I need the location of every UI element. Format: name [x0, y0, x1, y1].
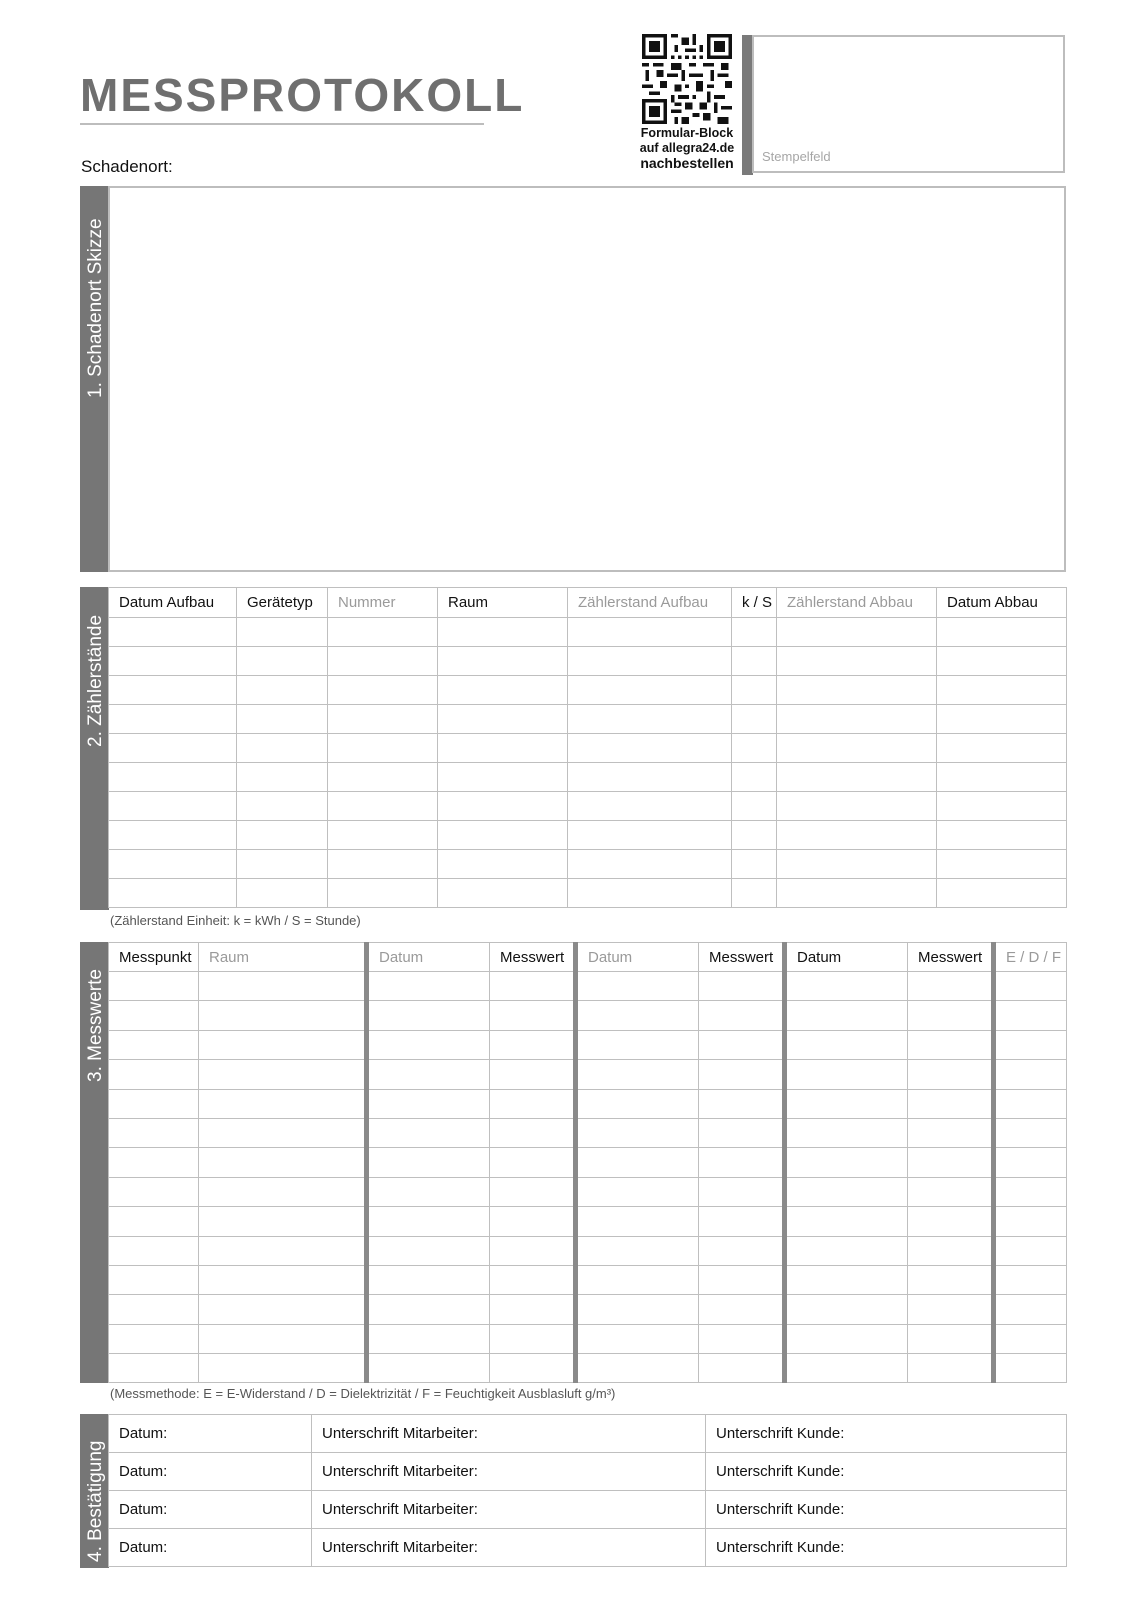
confirmation-table: [108, 1414, 1067, 1567]
table-cell[interactable]: [576, 1295, 699, 1324]
table-cell[interactable]: [328, 763, 438, 792]
confirmation-row: [109, 1415, 1067, 1453]
table-cell[interactable]: [237, 647, 328, 676]
table-cell[interactable]: [937, 821, 1067, 850]
table-cell[interactable]: [328, 734, 438, 763]
table-cell[interactable]: [699, 972, 785, 1001]
col-raum: Raum: [199, 943, 367, 972]
table-row: [109, 1265, 1067, 1294]
table-cell[interactable]: [732, 647, 777, 676]
table-row: [109, 850, 1067, 879]
table-cell[interactable]: [367, 972, 490, 1001]
table-cell[interactable]: [576, 1060, 699, 1089]
section-3-bar: [80, 942, 109, 1383]
date-field[interactable]: Datum:: [109, 1453, 312, 1491]
table-cell[interactable]: [109, 1207, 199, 1236]
table-cell[interactable]: [908, 1030, 994, 1059]
table-cell[interactable]: [785, 1118, 908, 1147]
table-cell[interactable]: [777, 705, 937, 734]
table-cell[interactable]: [109, 734, 237, 763]
table-cell[interactable]: [994, 1236, 1067, 1265]
table-cell[interactable]: [109, 792, 237, 821]
table-cell[interactable]: [908, 1265, 994, 1294]
table-cell[interactable]: [994, 1265, 1067, 1294]
table-cell[interactable]: [699, 1001, 785, 1030]
col-zaehlerstand-abbau: Zählerstand Abbau: [777, 588, 937, 618]
table-cell[interactable]: [490, 1148, 576, 1177]
col-methode: E / D / F: [994, 943, 1067, 972]
table-cell[interactable]: [367, 1324, 490, 1353]
table-cell[interactable]: [367, 1060, 490, 1089]
employee-signature-field[interactable]: Unterschrift Mitarbeiter:: [312, 1453, 706, 1491]
table-row: [109, 1324, 1067, 1353]
table-cell[interactable]: [937, 879, 1067, 908]
table-cell[interactable]: [994, 1324, 1067, 1353]
table-cell[interactable]: [937, 792, 1067, 821]
table-cell[interactable]: [438, 763, 568, 792]
date-field[interactable]: Datum:: [109, 1529, 312, 1567]
table-row: [109, 1060, 1067, 1089]
table-cell[interactable]: [438, 647, 568, 676]
table-row: [109, 792, 1067, 821]
col-nummer: Nummer: [328, 588, 438, 618]
table-cell[interactable]: [732, 792, 777, 821]
table-cell[interactable]: [490, 1354, 576, 1383]
table-cell[interactable]: [490, 1236, 576, 1265]
table-cell[interactable]: [109, 676, 237, 705]
table-cell[interactable]: [237, 618, 328, 647]
table-row: [109, 1001, 1067, 1030]
table-cell[interactable]: [568, 705, 732, 734]
table-cell[interactable]: [777, 850, 937, 879]
table-cell[interactable]: [576, 1118, 699, 1147]
table-row: [109, 1295, 1067, 1324]
table-cell[interactable]: [237, 821, 328, 850]
table-cell[interactable]: [199, 1148, 367, 1177]
table-cell[interactable]: [908, 1089, 994, 1118]
table-cell[interactable]: [568, 792, 732, 821]
table-cell[interactable]: [328, 618, 438, 647]
table-cell[interactable]: [199, 1118, 367, 1147]
table-cell[interactable]: [576, 1207, 699, 1236]
table-cell[interactable]: [785, 1324, 908, 1353]
table-cell[interactable]: [199, 1030, 367, 1059]
table-row: [109, 1236, 1067, 1265]
table-cell[interactable]: [199, 1236, 367, 1265]
date-field[interactable]: Datum:: [109, 1491, 312, 1529]
table-cell[interactable]: [199, 1295, 367, 1324]
section-2-bar: [80, 587, 109, 910]
table-cell[interactable]: [576, 1324, 699, 1353]
table-cell[interactable]: [568, 763, 732, 792]
table-row: [109, 676, 1067, 705]
table-cell[interactable]: [785, 972, 908, 1001]
table-row: [109, 1207, 1067, 1236]
col-geraetetyp: Gerätetyp: [237, 588, 328, 618]
table-cell[interactable]: [490, 1118, 576, 1147]
table-cell[interactable]: [576, 1354, 699, 1383]
col-messwert-2: Messwert: [699, 943, 785, 972]
table-cell[interactable]: [699, 1148, 785, 1177]
meter-table: [108, 587, 1067, 908]
table-cell[interactable]: [937, 763, 1067, 792]
stamp-label: Stempelfeld: [762, 149, 831, 164]
table-row: [109, 647, 1067, 676]
customer-signature-field[interactable]: Unterschrift Kunde:: [706, 1491, 1067, 1529]
table-cell[interactable]: [937, 705, 1067, 734]
qr-caption-line: Formular-Block: [640, 126, 734, 140]
measurement-header-row: [109, 943, 1067, 972]
table-cell[interactable]: [568, 676, 732, 705]
table-cell[interactable]: [994, 1001, 1067, 1030]
table-cell[interactable]: [785, 1177, 908, 1206]
table-cell[interactable]: [367, 1207, 490, 1236]
customer-signature-field[interactable]: Unterschrift Kunde:: [706, 1529, 1067, 1567]
table-cell[interactable]: [908, 1118, 994, 1147]
col-k-s: k / S: [732, 588, 777, 618]
table-cell[interactable]: [785, 1295, 908, 1324]
table-row: [109, 972, 1067, 1001]
table-cell[interactable]: [994, 1177, 1067, 1206]
table-cell[interactable]: [109, 1089, 199, 1118]
table-cell[interactable]: [576, 1001, 699, 1030]
table-cell[interactable]: [699, 1236, 785, 1265]
table-cell[interactable]: [237, 705, 328, 734]
table-cell[interactable]: [328, 647, 438, 676]
employee-signature-field[interactable]: Unterschrift Mitarbeiter:: [312, 1491, 706, 1529]
table-cell[interactable]: [568, 618, 732, 647]
table-cell[interactable]: [785, 1265, 908, 1294]
table-cell[interactable]: [908, 1207, 994, 1236]
table-cell[interactable]: [994, 1354, 1067, 1383]
table-cell[interactable]: [438, 792, 568, 821]
page-title: MESSPROTOKOLL: [80, 69, 525, 121]
table-row: [109, 1118, 1067, 1147]
col-datum-abbau: Datum Abbau: [937, 588, 1067, 618]
col-datum-3: Datum: [785, 943, 908, 972]
table-cell[interactable]: [576, 1265, 699, 1294]
table-cell[interactable]: [732, 734, 777, 763]
table-cell[interactable]: [367, 1030, 490, 1059]
table-cell[interactable]: [699, 1118, 785, 1147]
table-cell[interactable]: [699, 1089, 785, 1118]
table-cell[interactable]: [237, 763, 328, 792]
table-cell[interactable]: [699, 1324, 785, 1353]
table-cell[interactable]: [199, 1001, 367, 1030]
title-underline: [80, 123, 484, 125]
table-row: [109, 1177, 1067, 1206]
table-cell[interactable]: [328, 850, 438, 879]
table-cell[interactable]: [699, 1295, 785, 1324]
table-row: [109, 821, 1067, 850]
table-cell[interactable]: [490, 1295, 576, 1324]
table-cell[interactable]: [568, 734, 732, 763]
table-cell[interactable]: [367, 1001, 490, 1030]
table-cell[interactable]: [777, 821, 937, 850]
table-cell[interactable]: [576, 1030, 699, 1059]
table-cell[interactable]: [438, 734, 568, 763]
table-cell[interactable]: [109, 1324, 199, 1353]
table-cell[interactable]: [785, 1030, 908, 1059]
table-cell[interactable]: [199, 1265, 367, 1294]
table-cell[interactable]: [328, 705, 438, 734]
table-cell[interactable]: [109, 1030, 199, 1059]
table-cell[interactable]: [328, 821, 438, 850]
table-cell[interactable]: [199, 1060, 367, 1089]
table-cell[interactable]: [732, 879, 777, 908]
table-cell[interactable]: [908, 1060, 994, 1089]
table-cell[interactable]: [777, 618, 937, 647]
table-cell[interactable]: [994, 1060, 1067, 1089]
section-1-label: 1. Schadenort Skizze: [85, 218, 106, 398]
table-cell[interactable]: [109, 850, 237, 879]
table-cell[interactable]: [732, 763, 777, 792]
table-cell[interactable]: [568, 879, 732, 908]
table-cell[interactable]: [908, 1001, 994, 1030]
date-field[interactable]: Datum:: [109, 1415, 312, 1453]
table-cell[interactable]: [109, 879, 237, 908]
table-cell[interactable]: [785, 1060, 908, 1089]
col-datum-1: Datum: [367, 943, 490, 972]
table-cell[interactable]: [732, 676, 777, 705]
table-row: [109, 705, 1067, 734]
table-cell[interactable]: [109, 618, 237, 647]
table-cell[interactable]: [785, 1354, 908, 1383]
table-cell[interactable]: [438, 879, 568, 908]
table-cell[interactable]: [367, 1177, 490, 1206]
section-2-label: 2. Zählerstände: [85, 614, 106, 747]
table-cell[interactable]: [994, 1030, 1067, 1059]
qr-code-icon: [642, 34, 732, 124]
table-cell[interactable]: [109, 1060, 199, 1089]
table-cell[interactable]: [576, 1089, 699, 1118]
col-messwert-3: Messwert: [908, 943, 994, 972]
measurement-note: (Messmethode: E = E-Widerstand / D = Dielektrizität / F = Feuchtigkeit Ausblasluft g/m³): [110, 1386, 616, 1401]
table-cell[interactable]: [237, 879, 328, 908]
table-cell[interactable]: [994, 1295, 1067, 1324]
table-cell[interactable]: [576, 972, 699, 1001]
table-cell[interactable]: [367, 1118, 490, 1147]
table-cell[interactable]: [908, 1236, 994, 1265]
table-cell[interactable]: [908, 1354, 994, 1383]
table-cell[interactable]: [237, 792, 328, 821]
table-cell[interactable]: [732, 618, 777, 647]
table-cell[interactable]: [937, 850, 1067, 879]
table-cell[interactable]: [328, 676, 438, 705]
table-cell[interactable]: [109, 972, 199, 1001]
table-cell[interactable]: [937, 676, 1067, 705]
col-datum-2: Datum: [576, 943, 699, 972]
table-cell[interactable]: [109, 1295, 199, 1324]
table-cell[interactable]: [937, 647, 1067, 676]
table-cell[interactable]: [109, 821, 237, 850]
meter-header-row: [109, 588, 1067, 618]
table-cell[interactable]: [777, 734, 937, 763]
section-4-bar: [80, 1414, 109, 1568]
table-cell[interactable]: [568, 647, 732, 676]
table-row: [109, 1148, 1067, 1177]
table-cell[interactable]: [699, 1265, 785, 1294]
table-cell[interactable]: [109, 647, 237, 676]
table-row: [109, 1354, 1067, 1383]
section-1-bar: [80, 186, 109, 572]
table-cell[interactable]: [568, 850, 732, 879]
table-row: [109, 734, 1067, 763]
table-row: [109, 879, 1067, 908]
table-cell[interactable]: [994, 1207, 1067, 1236]
table-cell[interactable]: [699, 1030, 785, 1059]
table-cell[interactable]: [777, 792, 937, 821]
col-datum-aufbau: Datum Aufbau: [109, 588, 237, 618]
table-cell[interactable]: [367, 1089, 490, 1118]
table-row: [109, 763, 1067, 792]
table-cell[interactable]: [109, 1236, 199, 1265]
table-cell[interactable]: [109, 1118, 199, 1147]
table-cell[interactable]: [199, 1324, 367, 1353]
table-cell[interactable]: [576, 1177, 699, 1206]
measurement-table: [108, 942, 1067, 1383]
table-cell[interactable]: [438, 705, 568, 734]
col-messpunkt: Messpunkt: [109, 943, 199, 972]
table-cell[interactable]: [199, 972, 367, 1001]
table-cell[interactable]: [367, 1148, 490, 1177]
table-cell[interactable]: [490, 1001, 576, 1030]
table-cell[interactable]: [994, 1148, 1067, 1177]
table-cell[interactable]: [109, 705, 237, 734]
col-zaehlerstand-aufbau: Zählerstand Aufbau: [568, 588, 732, 618]
confirmation-row: [109, 1453, 1067, 1491]
qr-caption-line: auf allegra24.de: [639, 141, 735, 155]
table-cell[interactable]: [994, 1089, 1067, 1118]
table-cell[interactable]: [490, 972, 576, 1001]
table-cell[interactable]: [576, 1148, 699, 1177]
table-row: [109, 1089, 1067, 1118]
table-cell[interactable]: [199, 1177, 367, 1206]
table-cell[interactable]: [438, 821, 568, 850]
table-cell[interactable]: [237, 850, 328, 879]
qr-caption: [632, 126, 742, 171]
table-cell[interactable]: [490, 1089, 576, 1118]
table-cell[interactable]: [109, 1265, 199, 1294]
col-messwert-1: Messwert: [490, 943, 576, 972]
table-cell[interactable]: [109, 1001, 199, 1030]
confirmation-row: [109, 1491, 1067, 1529]
table-cell[interactable]: [109, 1177, 199, 1206]
confirmation-row: [109, 1529, 1067, 1567]
table-cell[interactable]: [568, 821, 732, 850]
table-cell[interactable]: [109, 1148, 199, 1177]
table-cell[interactable]: [328, 879, 438, 908]
table-cell[interactable]: [490, 1324, 576, 1353]
table-cell[interactable]: [490, 1207, 576, 1236]
table-cell[interactable]: [199, 1207, 367, 1236]
table-cell[interactable]: [777, 879, 937, 908]
table-row: [109, 618, 1067, 647]
customer-signature-field[interactable]: Unterschrift Kunde:: [706, 1415, 1067, 1453]
meter-note: (Zählerstand Einheit: k = kWh / S = Stunde): [110, 913, 361, 928]
table-cell[interactable]: [908, 972, 994, 1001]
table-cell[interactable]: [908, 1295, 994, 1324]
col-raum: Raum: [438, 588, 568, 618]
table-cell[interactable]: [438, 676, 568, 705]
table-cell[interactable]: [732, 821, 777, 850]
table-cell[interactable]: [908, 1177, 994, 1206]
table-cell[interactable]: [908, 1324, 994, 1353]
table-cell[interactable]: [777, 676, 937, 705]
table-cell[interactable]: [699, 1354, 785, 1383]
qr-caption-line: nachbestellen: [640, 155, 734, 171]
table-cell[interactable]: [367, 1295, 490, 1324]
table-cell[interactable]: [732, 850, 777, 879]
table-cell[interactable]: [777, 647, 937, 676]
schadenort-label: Schadenort:: [81, 157, 173, 176]
table-cell[interactable]: [576, 1236, 699, 1265]
employee-signature-field[interactable]: Unterschrift Mitarbeiter:: [312, 1529, 706, 1567]
table-cell[interactable]: [490, 1030, 576, 1059]
table-cell[interactable]: [699, 1177, 785, 1206]
table-cell[interactable]: [367, 1354, 490, 1383]
table-row: [109, 1030, 1067, 1059]
employee-signature-field[interactable]: Unterschrift Mitarbeiter:: [312, 1415, 706, 1453]
table-cell[interactable]: [785, 1236, 908, 1265]
table-cell[interactable]: [237, 676, 328, 705]
table-cell[interactable]: [994, 972, 1067, 1001]
table-cell[interactable]: [937, 734, 1067, 763]
table-cell[interactable]: [994, 1118, 1067, 1147]
table-cell[interactable]: [785, 1148, 908, 1177]
table-cell[interactable]: [490, 1060, 576, 1089]
table-cell[interactable]: [438, 618, 568, 647]
table-cell[interactable]: [328, 792, 438, 821]
sketch-area[interactable]: [108, 186, 1066, 572]
table-cell[interactable]: [490, 1265, 576, 1294]
table-cell[interactable]: [908, 1148, 994, 1177]
table-cell[interactable]: [937, 618, 1067, 647]
table-cell[interactable]: [367, 1236, 490, 1265]
section-3-label: 3. Messwerte: [85, 969, 106, 1082]
table-cell[interactable]: [699, 1207, 785, 1236]
table-cell[interactable]: [699, 1060, 785, 1089]
table-cell[interactable]: [785, 1207, 908, 1236]
table-cell[interactable]: [732, 705, 777, 734]
table-cell[interactable]: [785, 1001, 908, 1030]
table-cell[interactable]: [109, 763, 237, 792]
customer-signature-field[interactable]: Unterschrift Kunde:: [706, 1453, 1067, 1491]
table-cell[interactable]: [367, 1265, 490, 1294]
table-cell[interactable]: [785, 1089, 908, 1118]
table-cell[interactable]: [237, 734, 328, 763]
table-cell[interactable]: [199, 1354, 367, 1383]
table-cell[interactable]: [109, 1354, 199, 1383]
table-cell[interactable]: [490, 1177, 576, 1206]
table-cell[interactable]: [199, 1089, 367, 1118]
table-cell[interactable]: [777, 763, 937, 792]
table-cell[interactable]: [438, 850, 568, 879]
section-4-label: 4. Bestätigung: [85, 1440, 106, 1562]
